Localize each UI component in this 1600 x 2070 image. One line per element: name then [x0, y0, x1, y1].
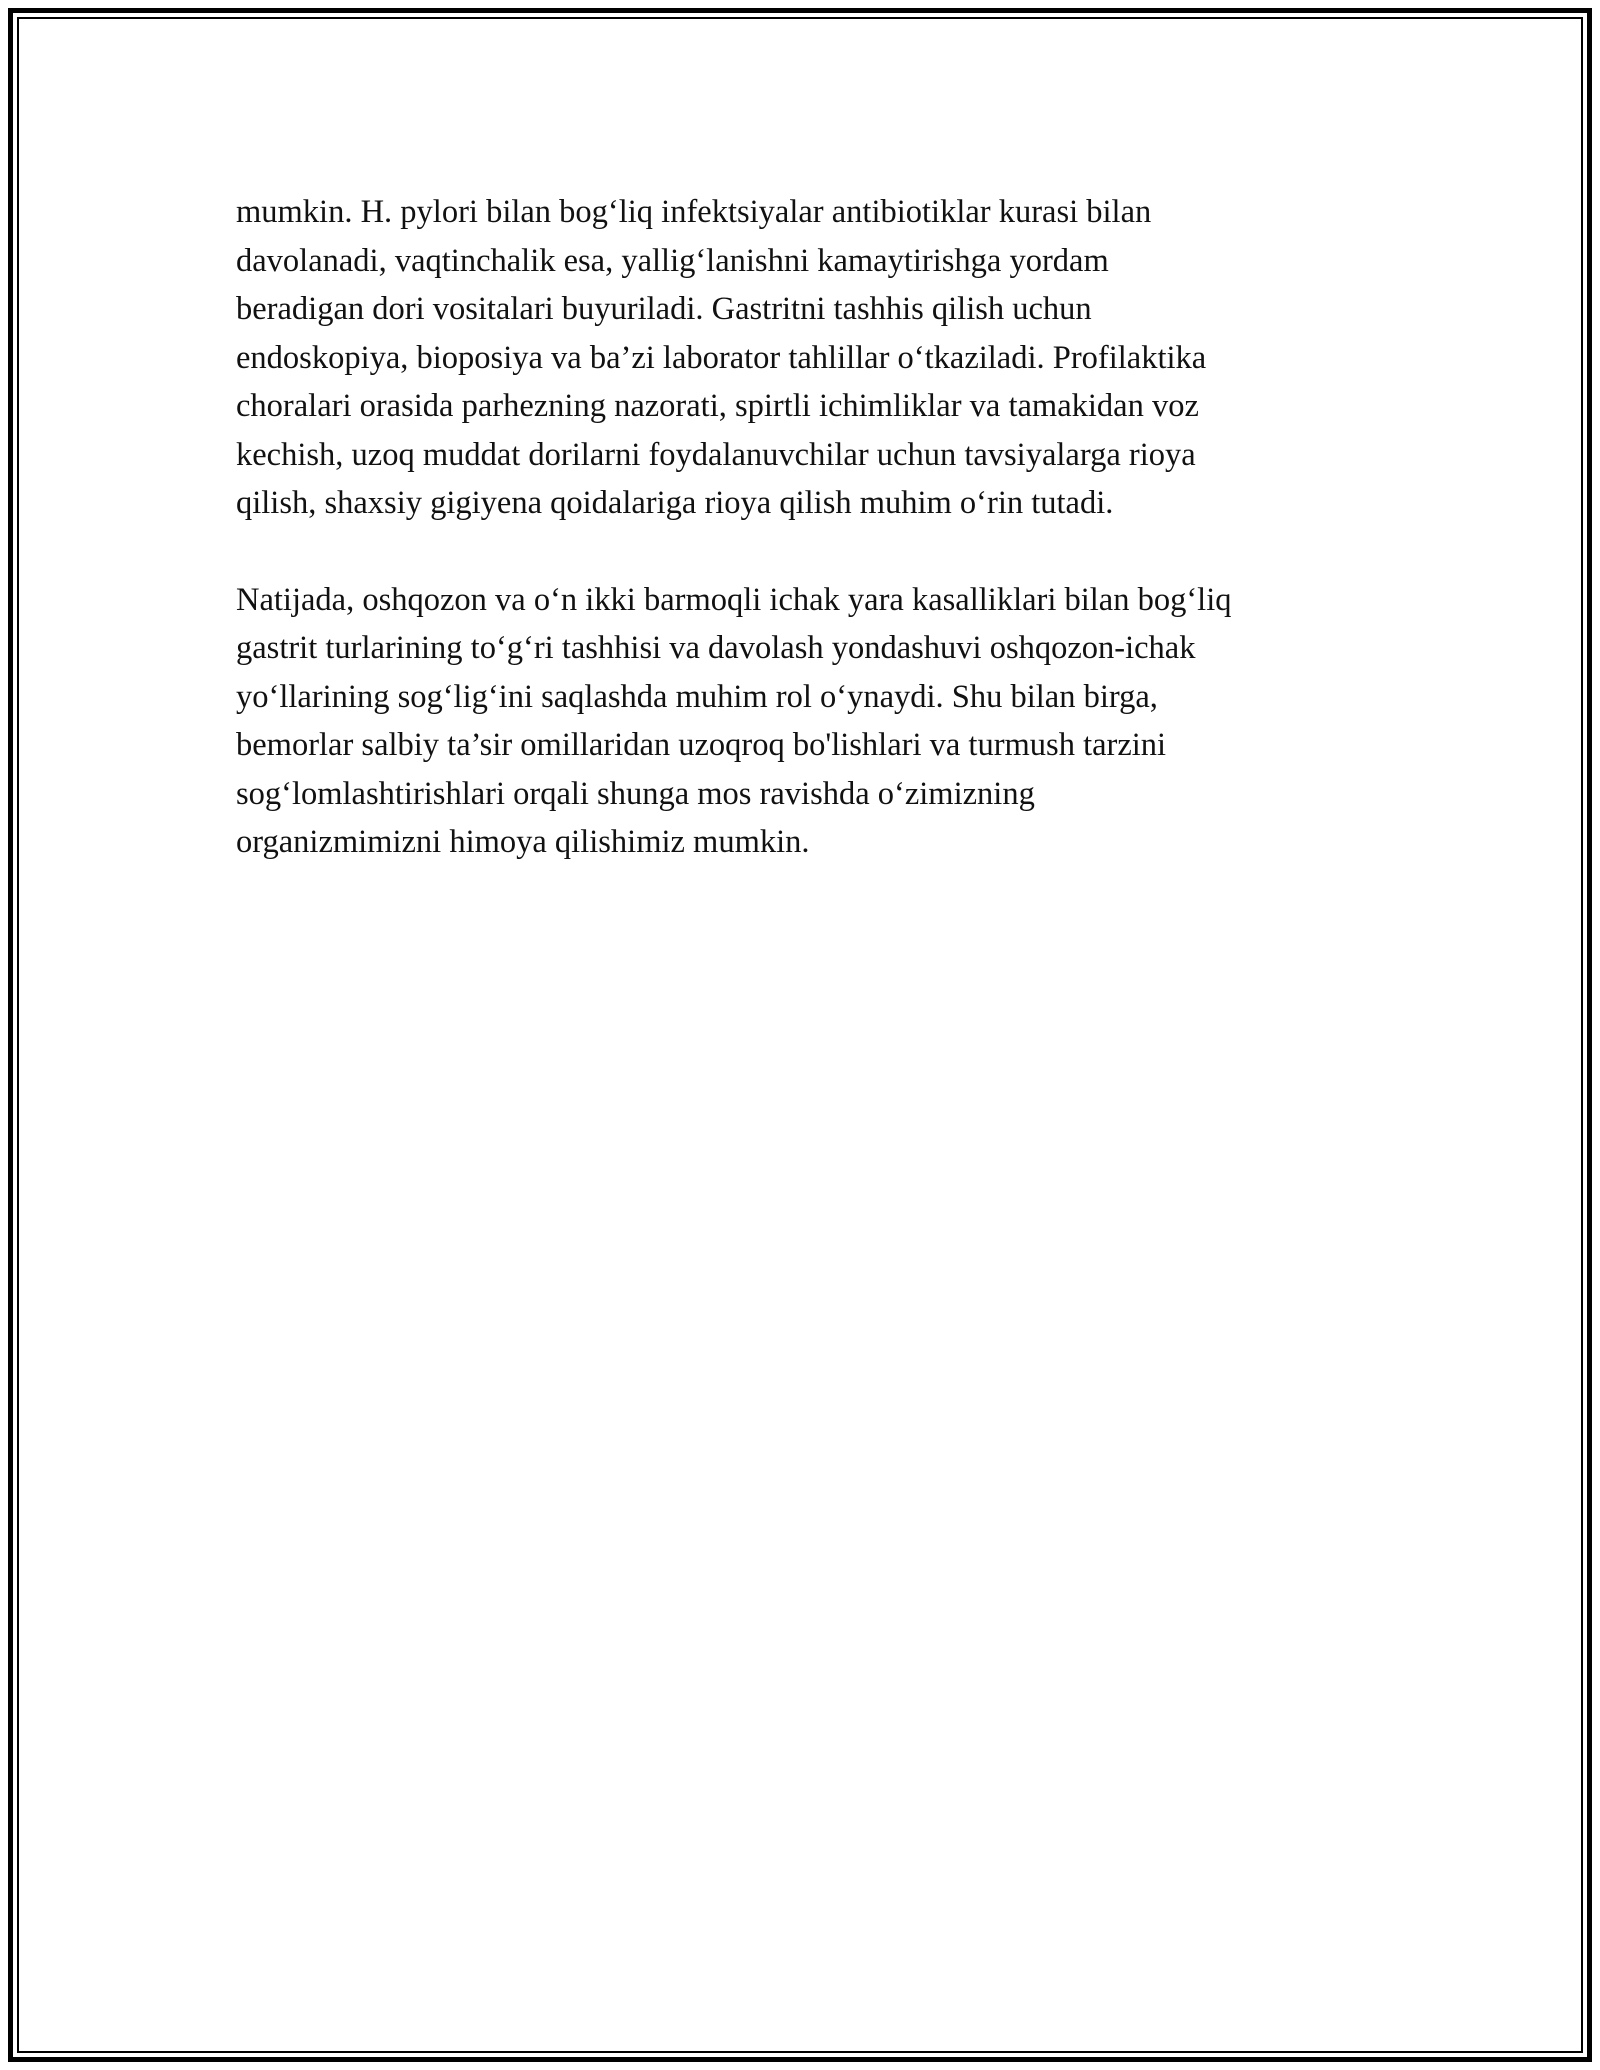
paragraph-treatment-prevention: mumkin. H. pylori bilan bog‘liq infektsiyalar antibiotiklar kurasi bilan davolanadi, vaqtinchalik esa, yallig‘lanishni kamaytirishga yordam beradigan dori vositalari buyuriladi. Gastritni tashhis qilish uchun endoskopiya, bioposiya va ba’zi laborator tahlillar o‘tkaziladi. Profilaktika choralari orasida parhezning nazorati, spirtli ichimliklar va tamakidan voz kechish, uzoq muddat dorilarni foydalanuvchilar uchun tavsiyalarga rioya qilish, shaxsiy gigiyena qoidalariga rioya qilish muhim o‘rin tutadi. — [236, 194, 1207, 521]
paragraph-conclusion: Natijada, oshqozon va o‘n ikki barmoqli ichak yara kasalliklari bilan bog‘liq gastrit turlarining to‘g‘ri tashhisi va davolash yondashuvi oshqozon-ichak yo‘llarining sog‘lig‘ini saqlashda muhim rol o‘ynaydi. Shu bilan birga, bemorlar salbiy ta’sir omillaridan uzoqroq bo'lishlari va turmush tarzini sog‘lomlashtirishlari orqali shunga mos ravishda o‘zimizning organizmimizni himoya qilishimiz mumkin. — [236, 581, 1232, 860]
document-body — [236, 188, 1386, 915]
